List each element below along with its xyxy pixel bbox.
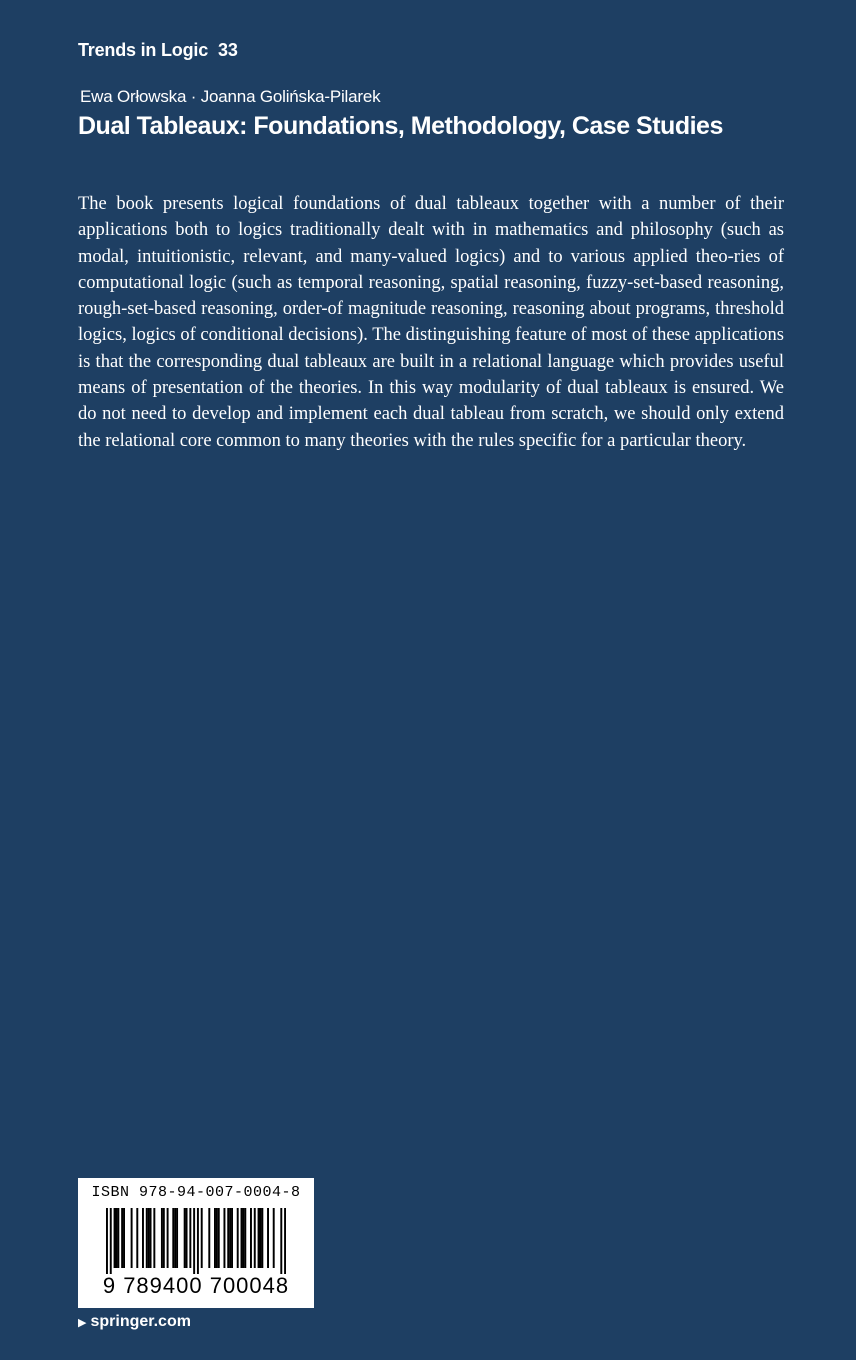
barcode-bar — [121, 1208, 123, 1268]
publisher-url: springer.com — [90, 1313, 191, 1330]
authors: Ewa Orłowska · Joanna Golińska-Pilarek — [80, 87, 381, 106]
barcode-bar — [114, 1208, 116, 1268]
barcode-bar — [174, 1208, 176, 1268]
barcode-bar — [218, 1208, 220, 1268]
barcode-bar — [123, 1208, 125, 1268]
barcode-bar — [197, 1208, 199, 1274]
barcode-bar — [227, 1208, 229, 1268]
barcode-bar — [172, 1208, 174, 1268]
series-line — [78, 40, 238, 61]
barcode-bar — [242, 1208, 244, 1268]
publisher-link[interactable] — [78, 1313, 191, 1331]
barcode-digits: 9 789400 700048 — [102, 1273, 290, 1298]
book-description: The book presents logical foundations of dual tableaux together with a number of their applications both to logics traditionally dealt with in mathematics and philosophy (such as modal, intuitionistic, relevant, and many-valued logics) and to various applied theo-ries of computational logic (such as temporal reasoning, spatial reasoning, fuzzy-set-based reasoning, rough-set-based reasoning, order-of magnitude reasoning, reasoning about programs, threshold logics, logics of conditional decisions). The distinguishing feature of most of these applications is that the corresponding dual tableaux are built in a relational language which provides useful means of presentation of the theories. In this way modularity of dual tableaux is ensured. We do not need to develop and implement each dual tableau from scratch, we should only extend the relational core common to many theories with the rules specific for a particular theory. — [78, 194, 784, 451]
series-number: 33 — [218, 40, 238, 60]
barcode-bar — [176, 1208, 178, 1268]
barcode-bar — [161, 1208, 163, 1268]
barcode-bar — [189, 1208, 191, 1268]
barcode-bar — [201, 1208, 203, 1268]
barcode-bar — [214, 1208, 216, 1268]
isbn-label: ISBN 978-94-007-0004-8 — [91, 1184, 301, 1201]
barcode-bar — [267, 1208, 269, 1268]
barcode-bar — [193, 1208, 195, 1274]
barcode-bars — [106, 1208, 286, 1274]
barcode-bar — [117, 1208, 119, 1268]
barcode-bar — [131, 1208, 133, 1268]
barcode-bar — [146, 1208, 148, 1268]
triangle-arrow-icon: ▶ — [78, 1316, 87, 1329]
series-name: Trends in Logic — [78, 40, 209, 60]
barcode-bar — [254, 1208, 256, 1268]
barcode-bar — [148, 1208, 150, 1268]
barcode-bar — [237, 1208, 239, 1268]
barcode-bar — [163, 1208, 165, 1268]
barcode-bar — [216, 1208, 218, 1268]
barcode-bar — [244, 1208, 246, 1268]
barcode-bar — [223, 1208, 225, 1268]
barcode-bar — [241, 1208, 243, 1268]
barcode-bar — [231, 1208, 233, 1268]
barcode-bar — [115, 1208, 117, 1268]
barcode-bar — [229, 1208, 231, 1268]
barcode-bar — [106, 1208, 108, 1274]
barcode-bar — [250, 1208, 252, 1268]
barcode-bar — [208, 1208, 210, 1268]
barcode-bar — [273, 1208, 275, 1268]
barcode-bar — [259, 1208, 261, 1268]
barcode-bar — [184, 1208, 186, 1268]
barcode-bar — [136, 1208, 138, 1268]
barcode-bar — [150, 1208, 152, 1268]
barcode-bar — [186, 1208, 188, 1268]
barcode-bar — [258, 1208, 260, 1268]
barcode-panel — [78, 1178, 314, 1308]
barcode-bar — [167, 1208, 169, 1268]
barcode-bar — [153, 1208, 155, 1268]
barcode-bar — [110, 1208, 112, 1274]
barcode-bar — [284, 1208, 286, 1274]
book-title: Dual Tableaux: Foundations, Methodology, Case Studies — [78, 112, 723, 140]
barcode-bar — [142, 1208, 144, 1268]
barcode-bar — [261, 1208, 263, 1268]
barcode-bar — [280, 1208, 282, 1274]
